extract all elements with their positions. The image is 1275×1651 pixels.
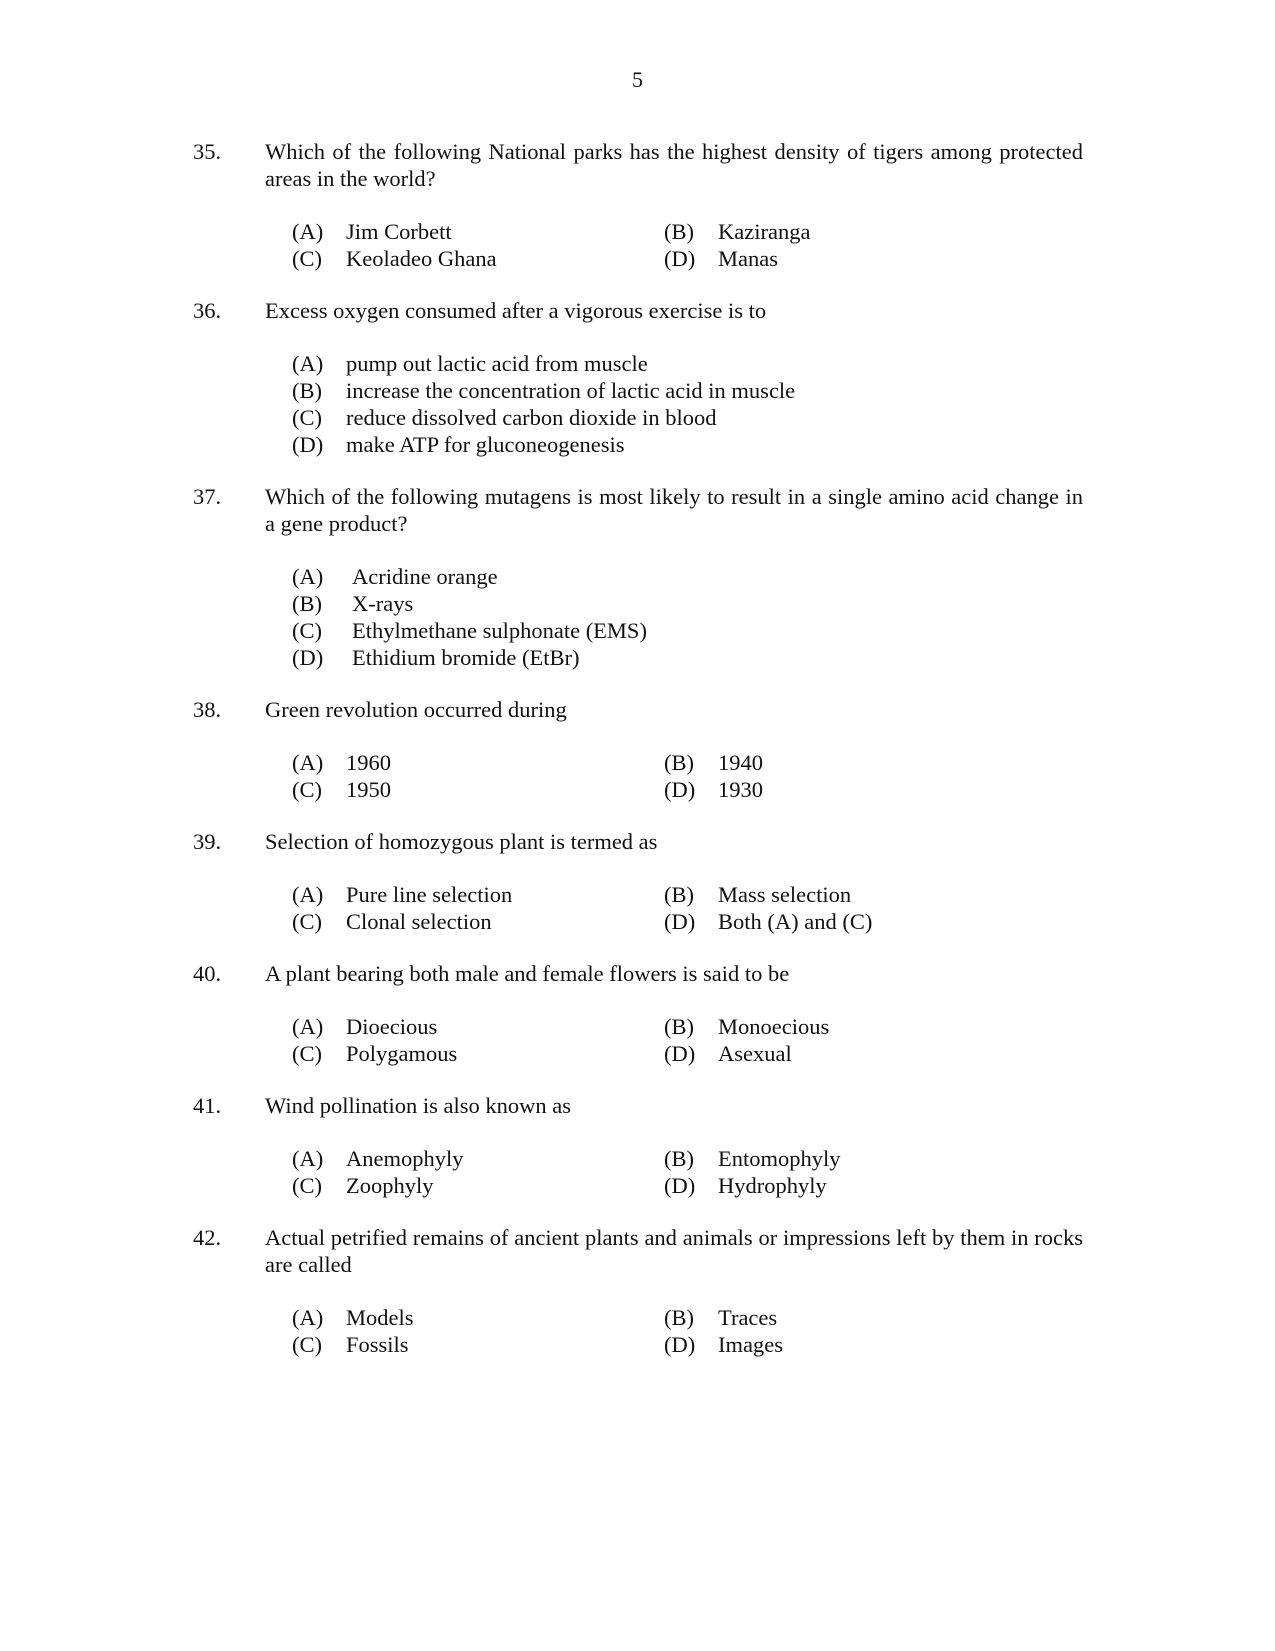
page-number: 5 [632,67,643,92]
question-number: 35. [193,139,222,164]
question-text: A plant bearing both male and female flowers is said to be [265,961,790,986]
option-c [292,1331,664,1358]
option-b [292,590,1083,617]
option-text: Ethylmethane sulphonate (EMS) [352,618,647,643]
question-number: 41. [193,1093,222,1118]
option-text: Both (A) and (C) [718,909,873,934]
option-d [664,1331,964,1358]
option-a [292,749,664,776]
option-text: Dioecious [346,1014,438,1039]
option-c [292,1040,664,1067]
option-text: Manas [718,246,778,271]
option-letter: (B) [664,1014,694,1039]
option-c [292,245,664,272]
option-b [664,749,964,776]
options [292,749,1083,803]
option-text: Asexual [718,1041,792,1066]
option-letter: (B) [664,882,694,907]
option-text: Hydrophyly [718,1173,827,1198]
option-a [292,1145,664,1172]
option-d [664,245,964,272]
question-37 [193,483,1083,671]
option-b [664,1013,964,1040]
options [292,881,1083,935]
question-35 [193,138,1083,272]
option-letter: (D) [664,1041,696,1066]
option-letter: (C) [292,618,322,643]
question-list [193,138,1083,1383]
option-text: Ethidium bromide (EtBr) [352,645,580,670]
option-text: Clonal selection [346,909,492,934]
option-text: 1930 [718,777,763,802]
option-d [292,431,1083,458]
question-number: 42. [193,1225,222,1250]
option-a [292,1013,664,1040]
question-41 [193,1092,1083,1199]
option-b [664,1304,964,1331]
option-letter: (B) [664,219,694,244]
question-text: Actual petrified remains of ancient plants and animals or impressions left by them in rocks are called [265,1225,1083,1277]
option-b [664,218,964,245]
option-text: increase the concentration of lactic acid in muscle [346,378,796,403]
option-letter: (C) [292,1332,322,1357]
option-a [292,218,664,245]
option-letter: (A) [292,1305,324,1330]
question-40 [193,960,1083,1067]
option-text: Models [346,1305,414,1330]
option-text: 1960 [346,750,391,775]
option-text: Monoecious [718,1014,830,1039]
option-text: reduce dissolved carbon dioxide in blood [346,405,717,430]
question-text: Green revolution occurred during [265,697,567,722]
option-text: 1940 [718,750,763,775]
option-letter: (C) [292,1041,322,1066]
option-text: Entomophyly [718,1146,841,1171]
option-letter: (D) [292,432,324,457]
question-number: 39. [193,829,222,854]
options [292,1304,1083,1358]
option-letter: (B) [664,750,694,775]
option-text: 1950 [346,777,391,802]
options [292,1013,1083,1067]
option-text: Pure line selection [346,882,513,907]
option-letter: (D) [664,1173,696,1198]
question-text: Which of the following National parks has the highest density of tigers among protected areas in the world? [265,139,1083,191]
question-text: Which of the following mutagens is most likely to result in a single amino acid change in a gene product? [265,484,1083,536]
question-number: 36. [193,298,222,323]
option-letter: (A) [292,750,324,775]
question-38 [193,696,1083,803]
option-letter: (A) [292,1014,324,1039]
question-text: Wind pollination is also known as [265,1093,571,1118]
option-letter: (B) [664,1146,694,1171]
option-letter: (C) [292,909,322,934]
option-letter: (A) [292,1146,324,1171]
option-letter: (B) [664,1305,694,1330]
option-c [292,1172,664,1199]
option-text: Keoladeo Ghana [346,246,497,271]
option-d [664,1040,964,1067]
option-d [664,1172,964,1199]
option-letter: (A) [292,351,324,376]
option-letter: (D) [664,246,696,271]
option-letter: (B) [292,591,322,616]
option-letter: (C) [292,1173,322,1198]
option-a [292,1304,664,1331]
option-a [292,881,664,908]
option-a [292,350,1083,377]
option-text: Kaziranga [718,219,811,244]
option-letter: (A) [292,219,324,244]
option-letter: (B) [292,378,322,403]
option-d [292,644,1083,671]
option-text: Jim Corbett [346,219,452,244]
option-text: Anemophyly [346,1146,464,1171]
option-b [664,881,964,908]
options [292,1145,1083,1199]
question-number: 38. [193,697,222,722]
options [292,218,1083,272]
option-c [292,908,664,935]
option-b [664,1145,964,1172]
option-letter: (A) [292,564,324,589]
option-text: pump out lactic acid from muscle [346,351,648,376]
option-d [664,908,964,935]
question-number: 37. [193,484,222,509]
option-c [292,776,664,803]
option-c [292,617,1083,644]
options [292,563,1083,671]
option-text: Traces [718,1305,778,1330]
option-a [292,563,1083,590]
question-39 [193,828,1083,935]
option-text: make ATP for gluconeogenesis [346,432,625,457]
option-b [292,377,1083,404]
question-text: Excess oxygen consumed after a vigorous exercise is to [265,298,767,323]
option-letter: (D) [292,645,324,670]
question-42 [193,1224,1083,1358]
option-letter: (D) [664,777,696,802]
option-text: Fossils [346,1332,409,1357]
question-text: Selection of homozygous plant is termed as [265,829,658,854]
question-36 [193,297,1083,458]
option-text: X-rays [352,591,414,616]
option-d [664,776,964,803]
option-text: Zoophyly [346,1173,434,1198]
question-number: 40. [193,961,222,986]
option-letter: (C) [292,405,322,430]
option-letter: (D) [664,1332,696,1357]
option-text: Mass selection [718,882,852,907]
option-text: Acridine orange [352,564,498,589]
option-c [292,404,1083,431]
option-letter: (D) [664,909,696,934]
option-text: Polygamous [346,1041,458,1066]
option-letter: (C) [292,246,322,271]
options [292,350,1083,458]
option-letter: (C) [292,777,322,802]
option-text: Images [718,1332,783,1357]
option-letter: (A) [292,882,324,907]
